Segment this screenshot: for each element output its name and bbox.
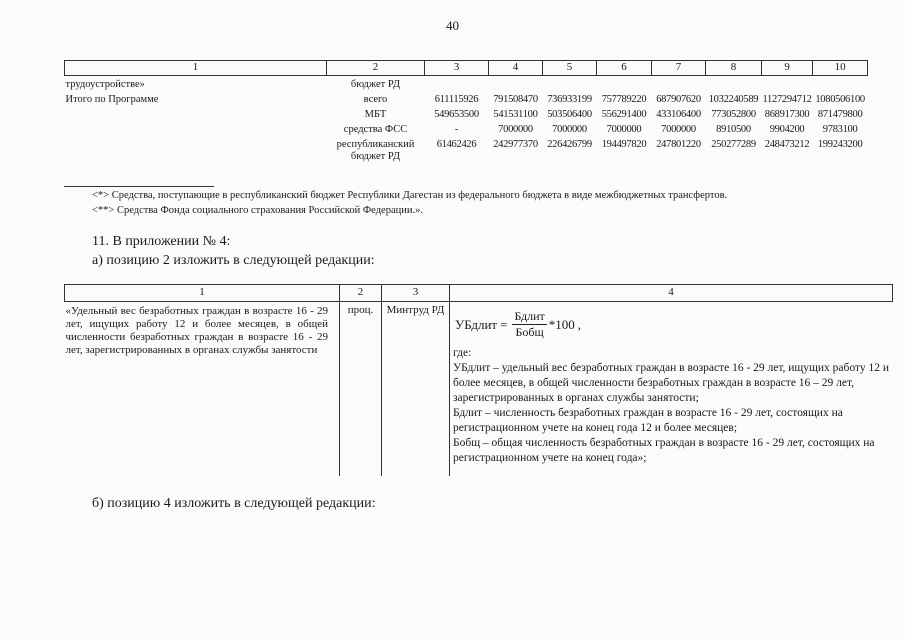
footnote-2: <**> Средства Фонда социального страхования Российской Федерации.». — [92, 205, 423, 216]
formula-fraction — [512, 309, 546, 340]
row-name — [65, 106, 327, 121]
cell-value: 194497820 — [601, 139, 647, 150]
definition-2: Бдлит – численность безработных граждан в возрасте 16 - 29 лет, состоящих на регистрационном учете на конец года 12 и более месяцев; — [453, 407, 843, 434]
responsible-cell: Минтруд РД — [382, 302, 450, 477]
formula-equals: = — [500, 316, 508, 332]
cell-value: 7000000 — [552, 124, 587, 135]
cell-value: 1080506100 — [815, 94, 865, 105]
where-label: где: — [453, 347, 472, 359]
table-header-row — [65, 61, 868, 76]
item-a-text: а) позицию 2 изложить в следующей редакции: — [92, 253, 375, 268]
column-header: 2 — [340, 285, 382, 302]
table-row — [65, 302, 893, 477]
cell-value: 687907620 — [656, 94, 701, 105]
cell-value: 250277289 — [711, 139, 756, 150]
cell-value: 868917300 — [764, 109, 810, 120]
cell-value: 7000000 — [661, 124, 696, 135]
cell-value: 433106400 — [656, 109, 701, 120]
item-b-text: б) позицию 4 изложить в следующей редакции: — [92, 496, 376, 511]
table-header-row — [65, 285, 893, 302]
cell-value: 541531100 — [493, 109, 538, 120]
column-header: 1 — [65, 61, 327, 76]
cell-value: 556291400 — [601, 109, 647, 120]
column-header: 8 — [706, 61, 762, 76]
cell-value: 61462426 — [436, 139, 477, 150]
cell-value: 9904200 — [769, 124, 805, 135]
cell-value: 7000000 — [606, 124, 642, 135]
cell-value: 247801220 — [656, 139, 701, 150]
cell-value: - — [454, 124, 459, 135]
formula-lhs: УБдлит — [455, 316, 498, 332]
budget-table — [64, 60, 868, 163]
column-header: 7 — [652, 61, 706, 76]
cell-value: 9783100 — [822, 124, 858, 135]
table-row — [65, 91, 868, 106]
cell-value: 871479800 — [817, 109, 863, 120]
row-source: бюджет РД — [350, 79, 401, 90]
row-source: МБТ — [364, 109, 387, 120]
row-name — [65, 121, 327, 136]
formula-numerator: Бдлит — [514, 309, 545, 323]
footnote-divider — [64, 186, 214, 187]
row-name: Итого по Программе — [65, 94, 159, 105]
cell-value: 8910500 — [716, 124, 751, 135]
cell-value: 791508470 — [493, 94, 538, 105]
section-heading: 11. В приложении № 4: — [92, 234, 231, 249]
cell-value: 773052800 — [711, 109, 756, 120]
unit-cell: проц. — [340, 302, 382, 477]
table-row — [65, 76, 868, 92]
cell-value: 549653500 — [434, 109, 479, 120]
cell-value: 199243200 — [817, 139, 863, 150]
column-header: 9 — [762, 61, 813, 76]
cell-value: 1032240589 — [708, 94, 759, 105]
cell-value: 611115926 — [434, 94, 479, 105]
column-header: 10 — [813, 61, 868, 76]
page-number: 40 — [446, 18, 459, 33]
column-header: 5 — [543, 61, 597, 76]
column-header: 6 — [597, 61, 652, 76]
formula-tail: , — [577, 316, 582, 332]
column-header: 4 — [450, 285, 893, 302]
column-header: 3 — [425, 61, 489, 76]
column-header: 1 — [65, 285, 340, 302]
formula — [455, 309, 892, 340]
footnote-1: <*> Средства, поступающие в республиканский бюджет Республики Дагестан из федерального бюджета в виде межбюджетных трансфертов. — [92, 190, 728, 201]
definition-1: УБдлит – удельный вес безработных граждан в возрасте 16 - 29 лет, ищущих работу 12 и более месяцев, в общей численности безработных граждан в возрасте 16 – 29 лет, зарегистрированных в органах службы занятости; — [453, 362, 890, 404]
cell-value: 503506400 — [547, 109, 592, 120]
cell-value: 1127294712 — [762, 94, 812, 105]
column-header: 3 — [382, 285, 450, 302]
table-row — [65, 106, 868, 121]
cell-value: 736933199 — [547, 94, 592, 105]
indicator-table — [64, 284, 893, 476]
row-name: трудоустройстве» — [65, 79, 145, 90]
definition-3: Бобщ – общая численность безработных граждан в возрасте 16 - 29 лет, состоящих на регистрационном учете на конец года»; — [453, 437, 875, 464]
formula-denominator: Бобщ — [515, 325, 544, 339]
row-source: республиканский бюджет РД — [336, 139, 415, 162]
row-source: средства ФСС — [343, 124, 408, 135]
indicator-name: «Удельный вес безработных граждан в возрасте 16 - 29 лет, ищущих работу 12 и более месяцев, в общей численности безработных граждан в возрасте 16 - 29 лет, зарегистрированных в органах службы занятости — [65, 305, 328, 356]
cell-value: 242977370 — [493, 139, 538, 150]
column-header: 4 — [489, 61, 543, 76]
formula-multiplier: *100 — [548, 316, 575, 332]
cell-value: 226426799 — [547, 139, 592, 150]
row-source: всего — [363, 94, 388, 105]
column-header: 2 — [327, 61, 425, 76]
row-name — [65, 136, 327, 163]
cell-value: 757789220 — [601, 94, 647, 105]
table-row — [65, 136, 868, 163]
cell-value: 7000000 — [498, 124, 533, 135]
cell-value: 248473212 — [764, 139, 810, 150]
table-row — [65, 121, 868, 136]
